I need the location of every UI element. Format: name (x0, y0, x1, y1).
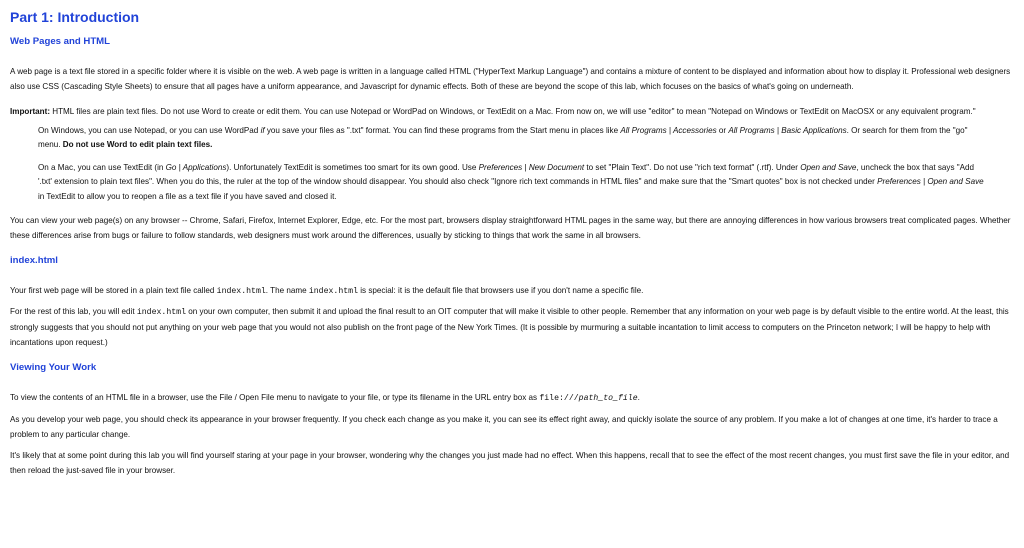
text-run: On Windows, you can use Notepad, or you can use WordPad (38, 125, 261, 135)
menu-path: All Programs | Basic Applications (728, 125, 847, 135)
menu-path: Open and Save (800, 163, 857, 173)
code-filename: index.html (216, 286, 266, 296)
section-heading-viewing: Viewing Your Work (10, 362, 97, 374)
menu-path: Preferences | Open and Save (877, 177, 984, 187)
text-run: On a Mac, you can use TextEdit (in (38, 163, 166, 173)
text-run: . The name (265, 285, 309, 295)
important-label: Important: (10, 106, 51, 116)
text-run: to set "Plain Text". Do not use "rich text format" (.rtf). Under (584, 163, 801, 173)
text-run: ). Unfortunately TextEdit is sometimes too smart for its own good. Use (226, 163, 479, 173)
menu-path: Go | Applications (165, 163, 227, 173)
menu-path: All Programs | Accessories (620, 125, 717, 135)
text-run: For the rest of this lab, you will edit (10, 307, 137, 317)
paragraph-browsers: You can view your web page(s) on any browser -- Chrome, Safari, Firefox, Internet Explorer, Edge, etc. For the most part, browsers display straightforward HTML pages in the same way, but there are annoying differences in how various browsers treat complicated pages. Whether these differences arise from bugs or failure to follow standards, web designers must work around the differences, usually by sticking to things that work the same in all browsers. (10, 215, 1011, 240)
text-run: Your first web page will be stored in a plain text file called (10, 285, 217, 295)
page-title: Part 1: Introduction (10, 9, 140, 25)
paragraph-index-file (10, 284, 1014, 300)
code-url: file:/// (539, 394, 579, 404)
text-run: To view the contents of an HTML file in a browser, use the File / Open File menu to navigate to your file, or type its filename in the URL entry box as (10, 393, 540, 403)
paragraph-windows-note (38, 124, 984, 152)
menu-path: Preferences | New Document (478, 163, 585, 173)
text-run: is special: it is the default file that browsers use if you don't name a specific file. (357, 285, 644, 295)
text-run: you save your files as ".txt" format. You can find these programs from the Start menu in places like (264, 125, 621, 135)
section-heading-web-pages: Web Pages and HTML (10, 36, 111, 47)
paragraph-edit-index (10, 305, 1014, 351)
text-run: on your own computer, then submit it and upload the final result to an OIT computer that will make it visible to other people. Remember that any information on your web page is by default visible to the entire world. At the least, this strongly suggests that you should not put anything on your web page that you would not also publish on the front page of the New York Times. (It is possible by murmuring a suitable incantation to limit access to computers on the Princeton network; I will be happy to help with incantations upon request.) (10, 307, 1009, 348)
paragraph-important (10, 105, 1014, 120)
text-run: . Or search for them from the "go" menu. (38, 125, 968, 149)
text-run: or (716, 125, 729, 135)
text-run: , uncheck the box that says "Add '.txt' extension to plain text files". When you do this, the ruler at the top of the window should disappear. You should also check "Ignore rich text commands in HTML files" and make sure that the "Smart quotes" box is not checked under (38, 163, 975, 187)
code-filename: index.html (308, 286, 358, 296)
paragraph-save-reload: It's likely that at some point during this lab you will find yourself staring at your page in your browser, wondering why the changes you just made had no effect. When this happens, recall that to see the effect of the most recent changes, you must first save the file in your editor, and then reload the just-saved file in your browser. (10, 450, 1010, 475)
warning-text: Do not use Word to edit plain text files. (62, 139, 213, 149)
text-run: in TextEdit to allow you to reopen a file as a text file if you have saved and closed it. (38, 191, 337, 201)
code-placeholder: path_to_file (578, 394, 638, 404)
paragraph-check-often: As you develop your web page, you should check its appearance in your browser frequently. If you check each change as you make it, you can see its effect right away, and quickly isolate the source of any problem. If you make a lot of changes at one time, it's harder to trace a problem to any particular change. (10, 415, 998, 439)
paragraph-web-page-intro: A web page is a text file stored in a specific folder where it is visible on the web. A web page is written in a language called HTML ("HyperText Markup Language") and contains a mixture of content to be displayed and information about how to display it. Professional web designers also use CSS (Cascading Style Sheets) to ensure that all pages have a uniform appearance, and Javascript for dynamic effects. Both of these are beyond the scope of this lab, which focuses on the basics of what's going on underneath. (10, 67, 1011, 91)
code-filename: index.html (136, 308, 186, 318)
text-run: if (260, 125, 265, 135)
paragraph-mac-note (38, 161, 984, 204)
text-run: . (637, 393, 640, 403)
section-heading-index-html: index.html (10, 254, 58, 266)
paragraph-view-file (10, 391, 1014, 407)
important-text: HTML files are plain text files. Do not use Word to create or edit them. You can use Notepad or WordPad on Windows, or TextEdit on a Mac. From now on, we will use "editor" to mean "Notepad on Windows or TextEdit on MacOSX or any equivalent program." (50, 106, 976, 116)
